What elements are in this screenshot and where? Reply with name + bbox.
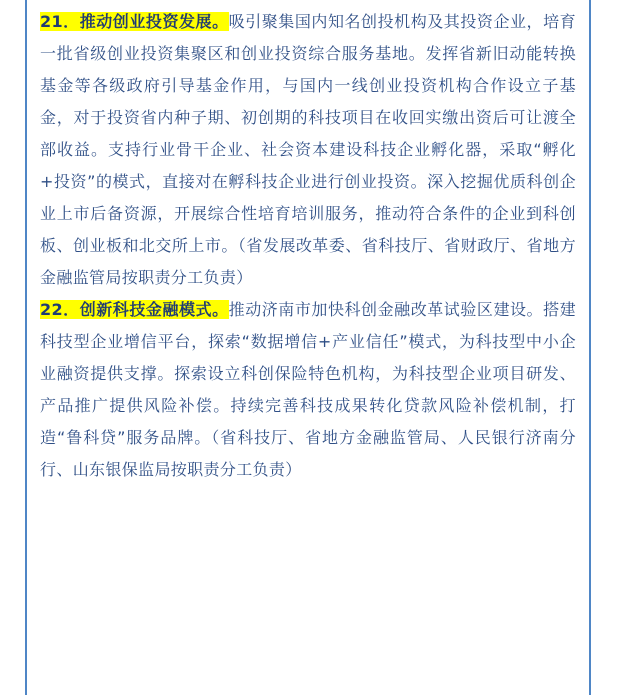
section-21 — [40, 6, 576, 294]
section-heading: 21．推动创业投资发展。 — [40, 12, 229, 31]
section-body: 吸引聚集国内知名创投机构及其投资企业，培育一批省级创业投资集聚区和创业投资综合服务基地。发挥省新旧动能转换基金等各级政府引导基金作用，与国内一线创业投资机构合作设立子基金，对于投资省内种子期、初创期的科技项目在收回实缴出资后可让渡全部收益。支持行业骨干企业、社会资本建设科技企业孵化器，采取“孵化+投资”的模式，直接对在孵科技企业进行创业投资。深入挖掘优质科创企业上市后备资源，开展综合性培育培训服务，推动符合条件的企业到科创板、创业板和北交所上市。（省发展改革委、省科技厅、省财政厅、省地方金融监管局按职责分工负责） — [40, 12, 576, 287]
document-body — [40, 6, 576, 486]
section-body: 推动济南市加快科创金融改革试验区建设。搭建科技型企业增信平台，探索“数据增信+产业信任”模式，为科技型中小企业融资提供支撑。探索设立科创保险特色机构，为科技型企业项目研发、产品推广提供风险补偿。持续完善科技成果转化贷款风险补偿机制，打造“鲁科贷”服务品牌。（省科技厅、省地方金融监管局、人民银行济南分行、山东银保监局按职责分工负责） — [40, 300, 576, 479]
section-heading: 22．创新科技金融模式。 — [40, 300, 229, 319]
section-22 — [40, 294, 576, 486]
